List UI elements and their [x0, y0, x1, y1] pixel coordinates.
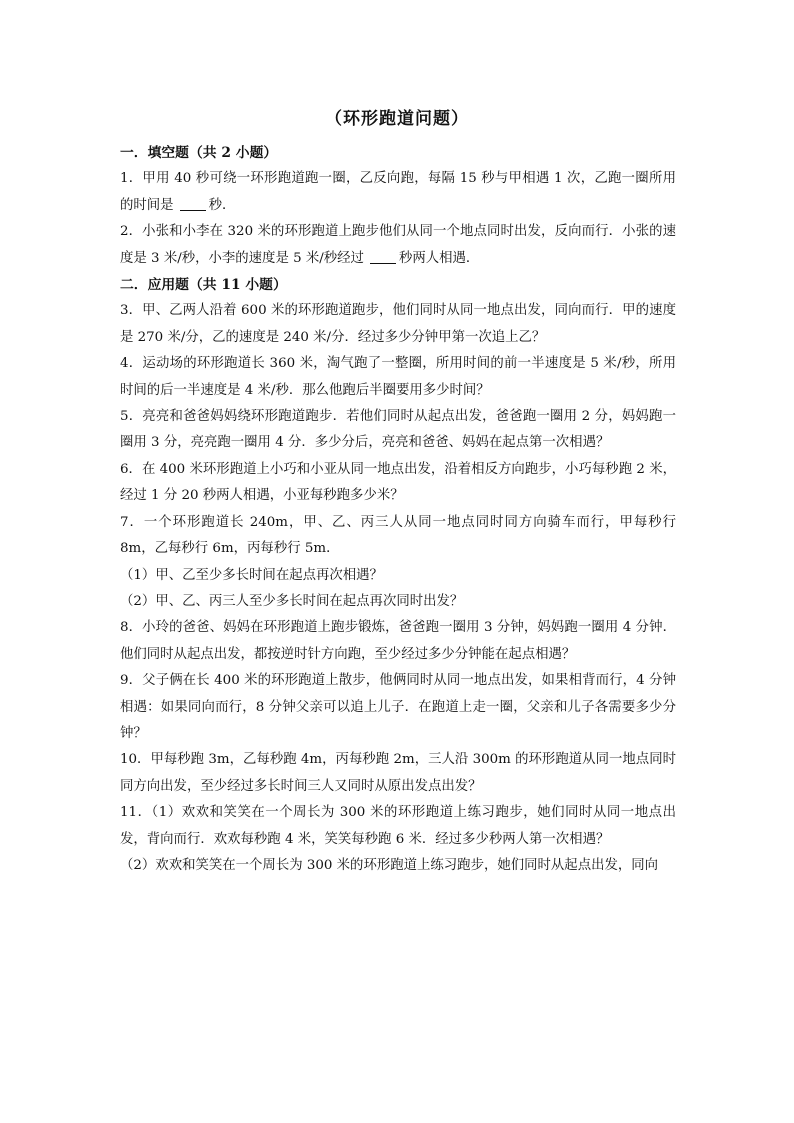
question-11-part-1: 11．（1）欢欢和笑笑在一个周长为 300 米的环形跑道上练习跑步，她们同时从同一地点出发，背向而行．欢欢每秒跑 4 米，笑笑每秒跑 6 米．经过多少秒两人第一次相遇？ — [120, 805, 676, 847]
question-2 — [120, 219, 676, 272]
question-7-part-1: （1）甲、乙至少多长时间在起点再次相遇？ — [120, 567, 383, 583]
answer-blank-2 — [370, 249, 396, 264]
question-1-unit: 秒． — [208, 197, 236, 213]
question-2-text: 2．小张和小李在 320 米的环形跑道上跑步他们从同一个地点同时出发，反向而行．小张的速度是 3 米/秒，小李的速度是 5 米/秒经过 — [120, 224, 676, 266]
question-7: 7．一个环形跑道长 240m，甲、乙、丙三人从同一地点同时同方向骑车而行，甲每秒行 8m，乙每秒行 6m，丙每秒行 5m． — [120, 514, 676, 557]
question-1 — [120, 166, 676, 219]
question-6: 6．在 400 米环形跑道上小巧和小亚从同一地点出发，沿着相反方向跑步，小巧每秒跑 2 米，经过 1 分 20 秒两人相遇，小亚每秒跑多少米？ — [120, 461, 676, 504]
question-5: 5．亮亮和爸爸妈妈绕环形跑道跑步．若他们同时从起点出发，爸爸跑一圈用 2 分，妈妈跑一圈用 3 分，亮亮跑一圈用 4 分．多少分后，亮亮和爸爸、妈妈在起点第一次相遇？ — [120, 409, 676, 451]
question-11-part-2: （2）欢欢和笑笑在一个周长为 300 米的环形跑道上练习跑步，她们同时从起点出发，同向 — [120, 857, 659, 873]
question-7-part-2: （2）甲、乙、丙三人至少多长时间在起点再次同时出发？ — [120, 593, 464, 609]
question-4: 4．运动场的环形跑道长 360 米，淘气跑了一整圈，所用时间的前一半速度是 5 米/秒，所用时间的后一半速度是 4 米/秒．那么他跑后半圈要用多少时间？ — [120, 356, 676, 398]
document-title: （环形跑道问题） — [325, 109, 469, 129]
answer-blank-1 — [180, 196, 206, 211]
section-heading-application: 二．应用题（共 11 小题） — [120, 277, 287, 294]
document-body — [120, 140, 676, 879]
question-8: 8．小玲的爸爸、妈妈在环形跑道上跑步锻炼，爸爸跑一圈用 3 分钟，妈妈跑一圈用 4 分钟．他们同时从起点出发，都按逆时针方向跑，至少经过多少分钟能在起点相遇？ — [120, 620, 676, 662]
question-2-unit: 秒两人相遇． — [398, 250, 480, 266]
question-1-text: 1．甲用 40 秒可绕一环形跑道跑一圈，乙反向跑，每隔 15 秒与甲相遇 1 次，乙跑一圈所用的时间是 — [120, 171, 676, 213]
question-10: 10．甲每秒跑 3m，乙每秒跑 4m，丙每秒跑 2m，三人沿 300m 的环形跑道从同一地点同时同方向出发，至少经过多长时间三人又同时从原出发点出发？ — [120, 752, 676, 794]
question-3: 3．甲、乙两人沿着 600 米的环形跑道跑步，他们同时从同一地点出发，同向而行．甲的速度是 270 米/分，乙的速度是 240 米/分．经过多少分钟甲第一次追上乙？ — [120, 303, 676, 345]
section-heading-fill-in: 一．填空题（共 2 小题） — [120, 145, 278, 161]
question-9: 9．父子俩在长 400 米的环形跑道上散步，他俩同时从同一地点出发，如果相背而行，4 分钟相遇：如果同向而行，8 分钟父亲可以追上儿子．在跑道上走一圈，父亲和儿子各需要多少分钟？ — [120, 673, 676, 741]
